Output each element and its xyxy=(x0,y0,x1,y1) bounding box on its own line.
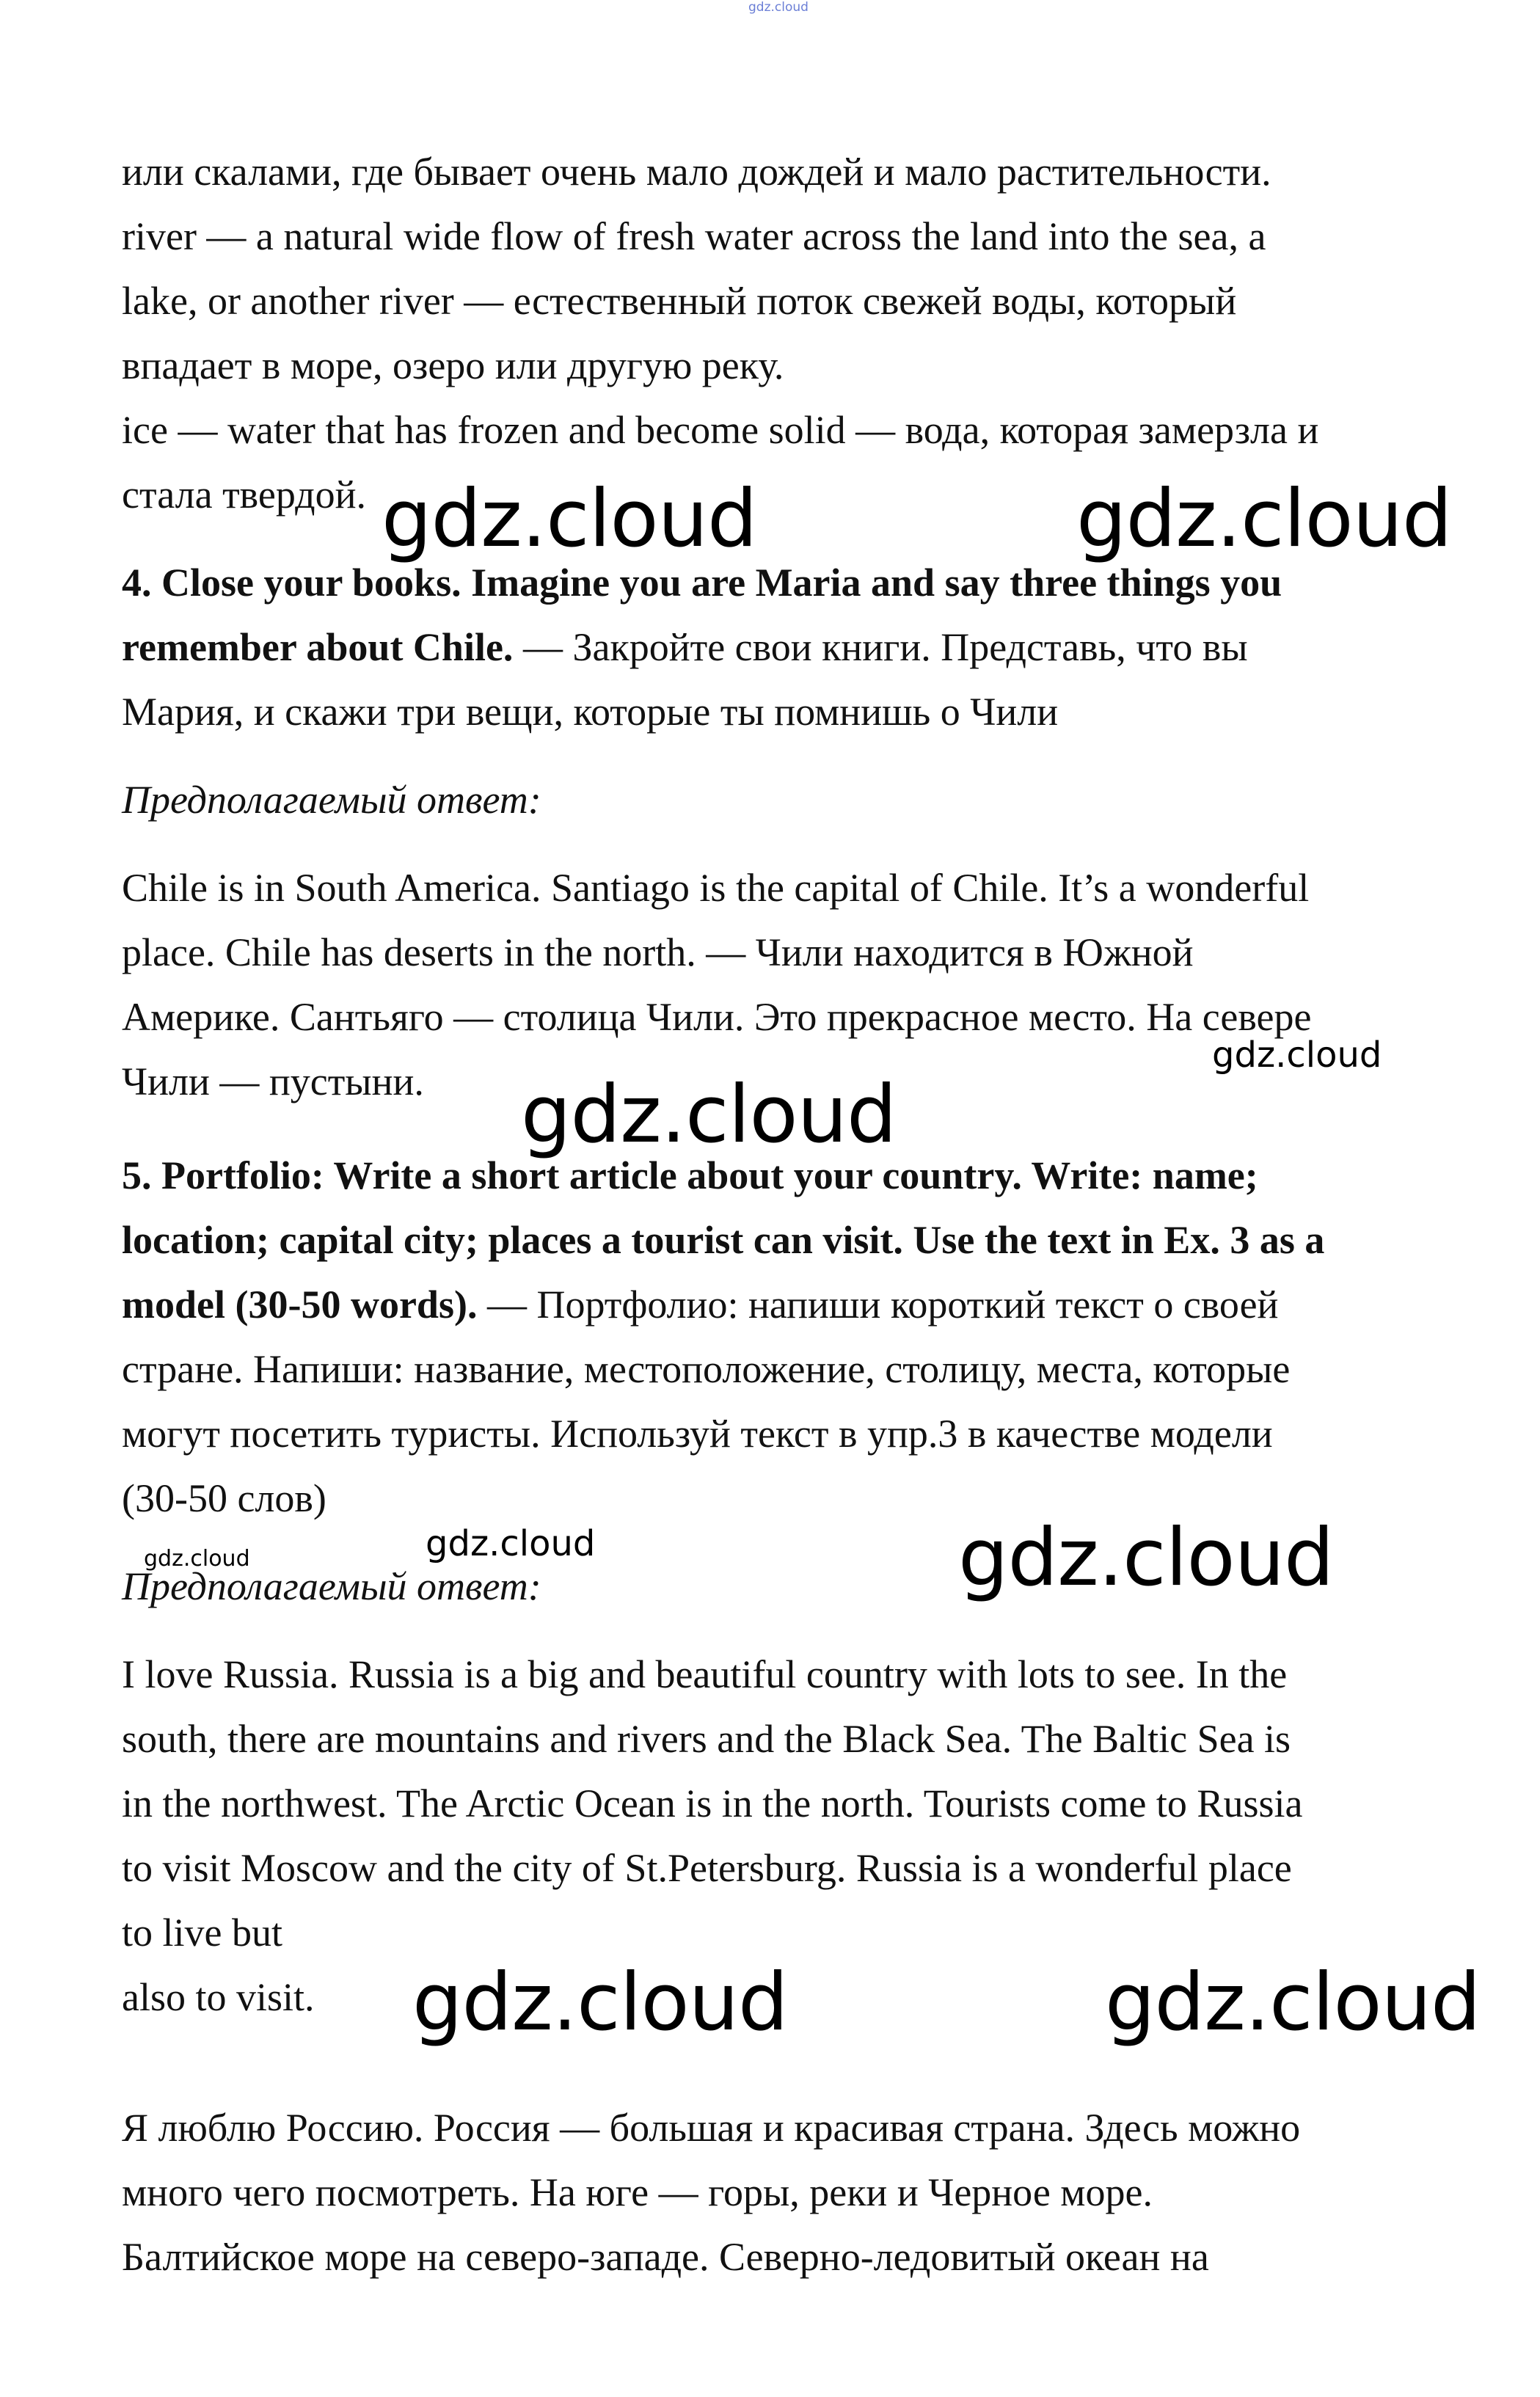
text-line: river — a natural wide flow of fresh water across the land into the sea, a xyxy=(122,214,1266,258)
task4-translation: Мария, и скажи три вещи, которые ты помнишь о Чили xyxy=(122,690,1059,734)
watermark: gdz.cloud xyxy=(1212,1035,1382,1076)
task5-heading: 5. Portfolio: Write a short article about your country. Write: name; xyxy=(122,1153,1258,1197)
text-line: ice — water that has frozen and become solid — вода, которая замерзла и xyxy=(122,408,1319,452)
task4-answer-line: place. Chile has deserts in the north. — Чили находится в Южной xyxy=(122,930,1194,974)
watermark: gdz.cloud xyxy=(1076,473,1452,565)
task5-translation: (30-50 слов) xyxy=(122,1476,326,1520)
task5-answer-line: south, there are mountains and rivers and the Black Sea. The Baltic Sea is xyxy=(122,1717,1291,1761)
text-line: впадает в море, озеро или другую реку. xyxy=(122,343,784,387)
task4-answer-line: Америке. Сантьяго — столица Чили. Это прекрасное место. На севере xyxy=(122,995,1312,1039)
watermark: gdz.cloud xyxy=(1105,1957,1481,2048)
watermark: gdz.cloud xyxy=(521,1069,897,1161)
task5-translation: могут посетить туристы. Используй текст в упр.3 в качестве модели xyxy=(122,1412,1273,1456)
text-line: lake, or another river — естественный поток свежей воды, который xyxy=(122,279,1237,323)
watermark: gdz.cloud xyxy=(382,473,757,565)
task5-answer-line: to live but xyxy=(122,1911,282,1955)
task4-heading: 4. Close your books. Imagine you are Maria and say three things you xyxy=(122,561,1282,605)
task5-translation: стране. Напиши: название, местоположение, столицу, места, которые xyxy=(122,1347,1291,1391)
watermark: gdz.cloud xyxy=(144,1546,250,1572)
watermark-top: gdz.cloud xyxy=(748,0,809,15)
task4-answer-label: Предполагаемый ответ: xyxy=(122,778,541,822)
text-line: стала твердой. xyxy=(122,473,366,517)
task5-answer-ru-line: много чего посмотреть. На юге — горы, реки и Черное море. xyxy=(122,2170,1153,2214)
task5-answer-label: Предполагаемый ответ: xyxy=(122,1564,541,1608)
task4-answer-line: Чили — пустыни. xyxy=(122,1059,424,1103)
task5-answer-line: in the northwest. The Arctic Ocean is in the north. Tourists come to Russia xyxy=(122,1781,1303,1825)
task4-answer-line: Chile is in South America. Santiago is the capital of Chile. It’s a wonderful xyxy=(122,866,1310,910)
task5-answer-line: to visit Moscow and the city of St.Petersburg. Russia is a wonderful place xyxy=(122,1846,1292,1890)
task5-answer-ru-line: Я люблю Россию. Россия — большая и красивая страна. Здесь можно xyxy=(122,2106,1301,2150)
watermark: gdz.cloud xyxy=(412,1957,788,2048)
task5-answer-line: I love Russia. Russia is a big and beautiful country with lots to see. In the xyxy=(122,1652,1288,1696)
watermark: gdz.cloud xyxy=(426,1523,596,1564)
task5-answer-ru-line: Балтийское море на северо-западе. Северно-ледовитый океан на xyxy=(122,2235,1209,2279)
watermark: gdz.cloud xyxy=(958,1512,1334,1604)
text-line: или скалами, где бывает очень мало дождей и мало растительности. xyxy=(122,150,1271,194)
task5-heading-cont: model (30-50 words). — Портфолио: напиши короткий текст о своей xyxy=(122,1283,1279,1327)
task4-heading-cont: remember about Chile. — Закройте свои книги. Представь, что вы xyxy=(122,625,1248,669)
task5-answer-line: also to visit. xyxy=(122,1975,315,2019)
task5-heading-cont: location; capital city; places a tourist can visit. Use the text in Ex. 3 as a xyxy=(122,1218,1325,1262)
